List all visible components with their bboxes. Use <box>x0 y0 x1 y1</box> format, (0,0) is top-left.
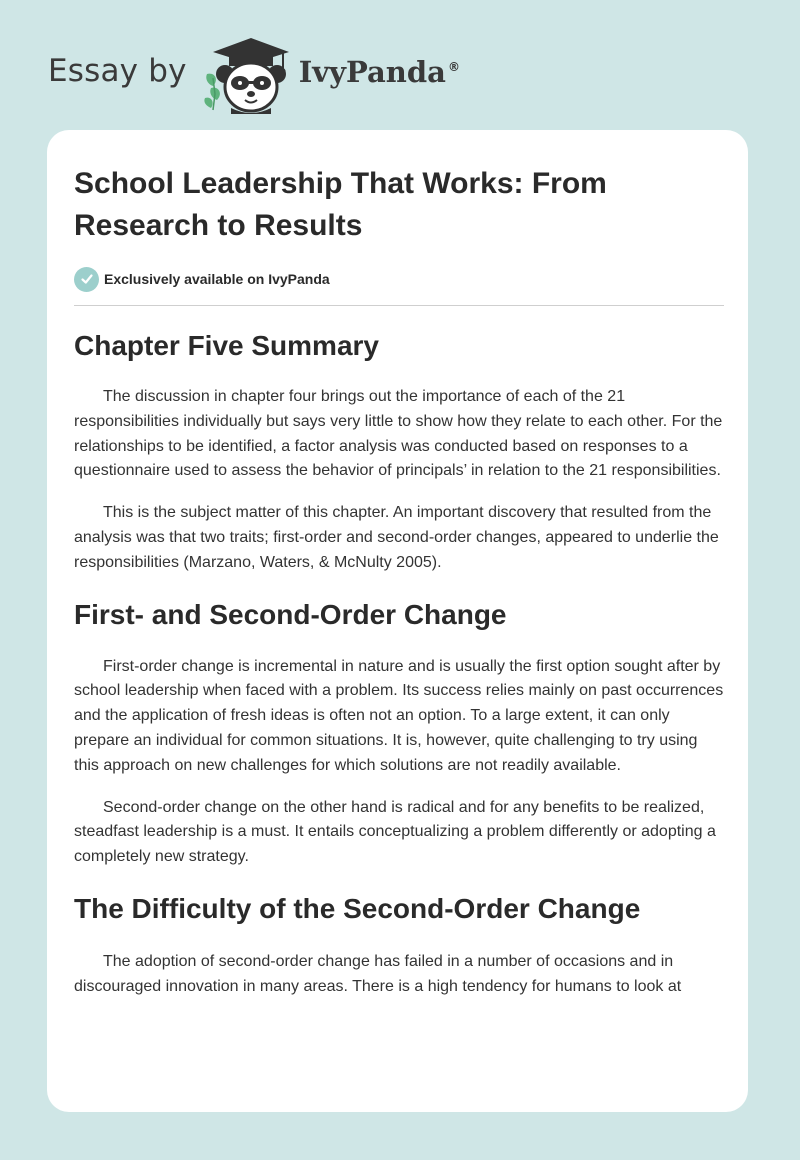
exclusive-badge-text: Exclusively available on IvyPanda <box>104 271 330 287</box>
paragraph: The discussion in chapter four brings out the importance of each of the 21 responsibilities individually but says very little to show how they relate to each other. For the relationships to be identified, a factor analysis was conducted based on responses to a questionnaire used to assess the behavior of principals’ in relation to the 21 responsibilities. <box>74 388 723 480</box>
paragraph: This is the subject matter of this chapter. An important discovery that resulted from the analysis was that two traits; first-order and second-order changes, appeared to underlie the responsibilities (Marzano, Waters, & McNulty 2005). <box>74 504 719 571</box>
section-first-second-order-change <box>74 597 724 870</box>
paragraph: Second-order change on the other hand is radical and for any benefits to be realized, steadfast leadership is a must. It entails conceptualizing a problem differently or adopting a completely new strategy. <box>74 798 716 866</box>
section-chapter-five-summary <box>74 328 724 576</box>
brand-name: IvyPanda ® <box>298 55 460 89</box>
paragraph: First-order change is incremental in nature and is usually the first option sought after by school leadership when faced with a problem. Its success relies mainly on past occurrences and the application of fresh ideas is often not an option. To a large extent, it can only prepare an individual for common situations. It is, however, quite challenging to try using this approach on new challenges for which solutions are not readily available. <box>74 657 724 774</box>
section-heading: Chapter Five Summary <box>74 330 379 361</box>
brand-prefix: Essay by <box>48 53 187 89</box>
registered-mark: ® <box>447 60 460 75</box>
section-heading: The Difficulty of the Second-Order Change <box>74 892 641 924</box>
section-difficulty-second-order-change <box>74 891 724 1000</box>
essay-title: School Leadership That Works: From Research to Results <box>74 167 607 242</box>
exclusive-badge <box>74 265 724 293</box>
panda-logo-icon[interactable] <box>201 34 293 114</box>
section-heading: First- and Second-Order Change <box>74 598 507 630</box>
divider <box>74 305 724 306</box>
essay-content <box>74 163 724 1000</box>
paragraph: The adoption of second-order change has failed in a number of occasions and in discouraged innovation in many areas. There is a high tendency for humans to look at <box>74 952 682 995</box>
brand-header <box>48 34 460 114</box>
essay-card <box>47 130 748 1112</box>
check-icon <box>74 267 99 292</box>
